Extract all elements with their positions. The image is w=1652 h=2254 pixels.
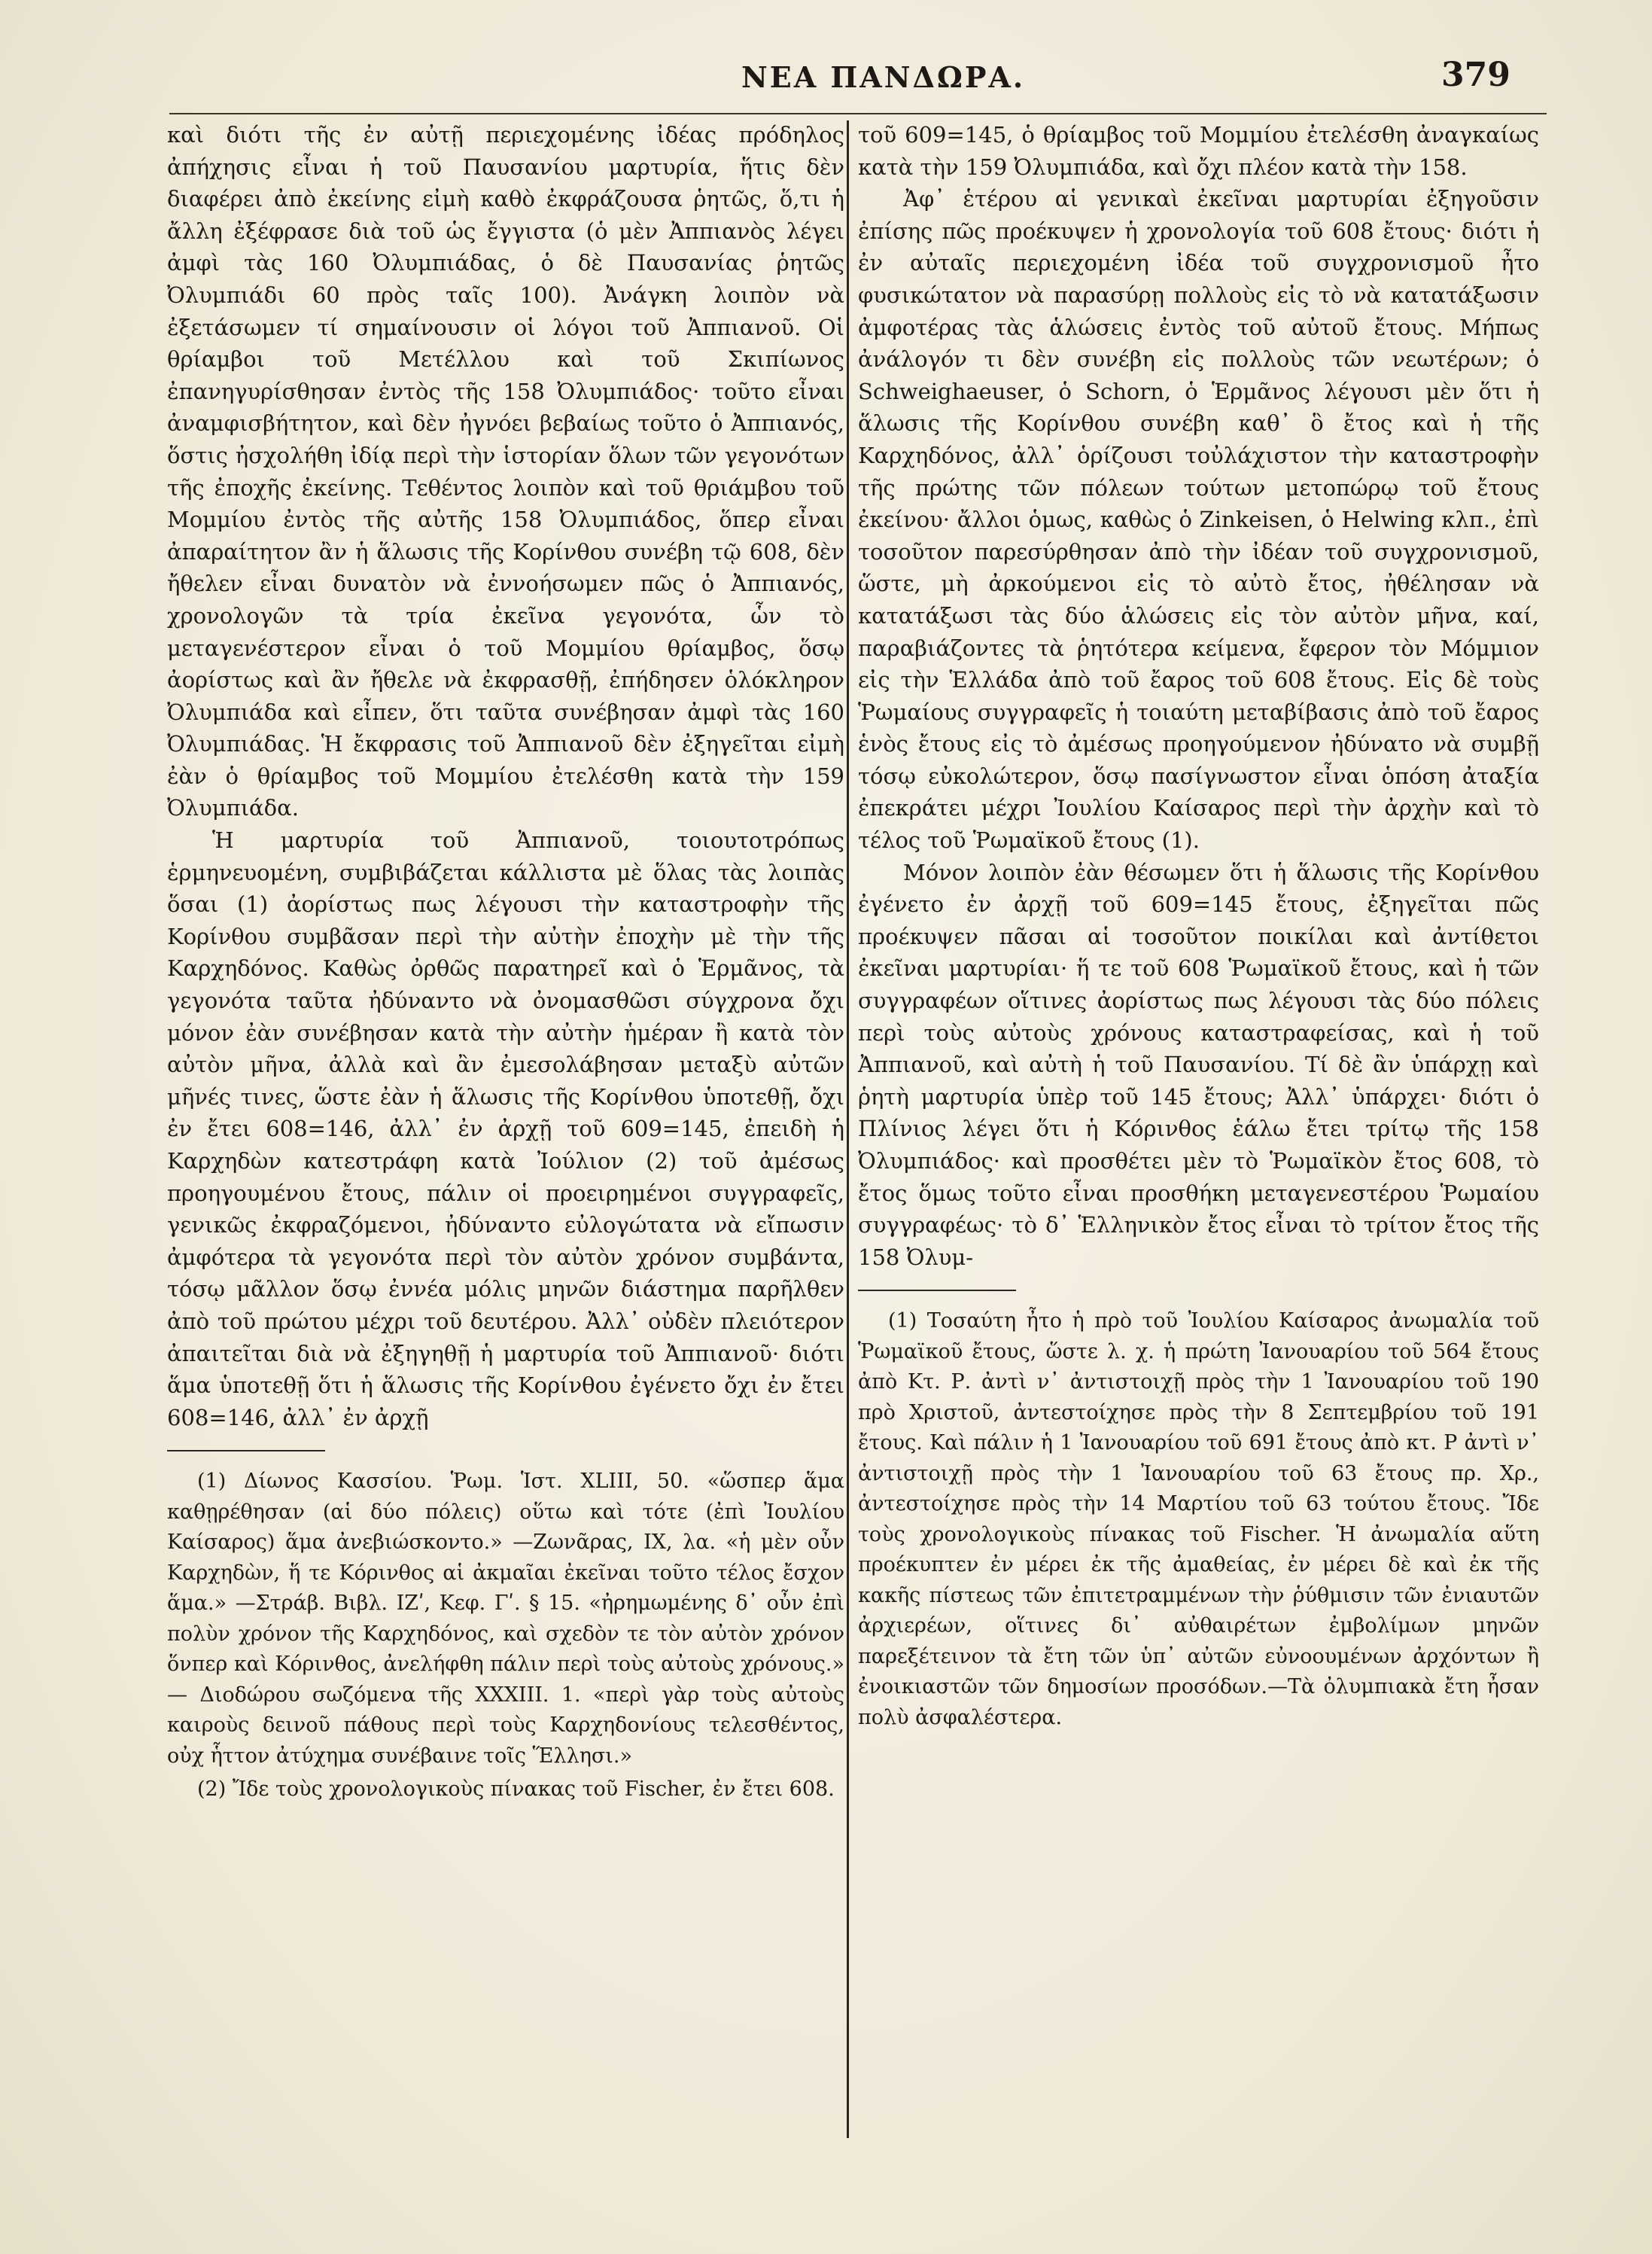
header-rule bbox=[169, 113, 1547, 114]
footnote-rule bbox=[858, 1290, 1016, 1291]
page-header bbox=[0, 56, 1652, 113]
running-title: ΝΕΑ ΠΑΝΔΩΡΑ. bbox=[741, 60, 1026, 94]
footnote-rule bbox=[167, 1450, 325, 1451]
left-footnote-2: (2) Ἴδε τοὺς χρονολογικοὺς πίνακας τοῦ Fischer, ἐν ἔτει 608. bbox=[197, 1777, 835, 1802]
right-footnote-1: (1) Τοσαύτη ἦτο ἡ πρὸ τοῦ Ἰουλίου Καίσαρος ἀνωμαλία τοῦ Ῥωμαϊκοῦ ἔτους, ὥστε λ. χ. ἡ πρώτη Ἰανουαρίου τοῦ 564 ἔτους ἀπὸ Κτ. Ρ. ἀντὶ ν᾽ ἀντιστοιχῇ πρὸς τὴν 1 Ἰανουαρίου τοῦ 190 πρὸ Χριστοῦ, ἀντεστοίχησε πρὸς τὴν 8 Σεπτεμβρίου τοῦ 191 ἔτους. Καὶ πάλιν ἡ 1 Ἰανουαρίου τοῦ 691 ἔτους ἀπὸ κτ. Ρ ἀντὶ ν᾽ ἀντιστοιχῇ πρὸς τὴν 1 Ἰανουαρίου τοῦ 63 ἔτους πρ. Χρ., ἀντεστοίχησε πρὸς τὴν 14 Μαρτίου τοῦ 63 τούτου ἔτους. Ἴδε τοὺς χρονολογικοὺς πίνακας τοῦ Fischer. Ἡ ἀνωμαλία αὕτη προέκυπτεν ἐν μέρει ἐκ τῆς ἀμαθείας, ἐν μέρει δὲ καὶ ἐκ τῆς κακῆς πίστεως τῶν ἐπιτετραμμένων τὴν ῥύθμισιν τῶν ἐνιαυτῶν ἀρχιερέων, οἵτινες δι᾽ αὐθαιρέτων ἐμβολίμων μηνῶν παρεξέτεινον τὰ ἔτη τῶν ὑπ᾽ αὐτῶν εὐνοουμένων ἀρχόντων ἢ ἐνοικιαστῶν τῶν δημοσίων προσόδων.—Τὰ ὀλυμπιακὰ ἔτη ἦσαν πολὺ ἀσφαλέστερα. bbox=[858, 1309, 1539, 1729]
left-paragraph-2: Ἡ μαρτυρία τοῦ Ἀππιανοῦ, τοιουτοτρόπως ἑρμηνευομένη, συμβιβάζεται κάλλιστα μὲ ὅλας τὰς λοιπὰς ὅσαι (1) ἀορίστως πως λέγουσι τὴν καταστροφὴν τῆς Κορίνθου συμβᾶσαν περὶ τὴν αὐτὴν ἐποχὴν μὲ τὴν τῆς Καρχηδόνος. Καθὼς ὀρθῶς παρατηρεῖ καὶ ὁ Ἑρμᾶνος, τὰ γεγονότα ταῦτα ἠδύναντο νὰ ὀνομασθῶσι σύγχρονα ὄχι μόνον ἐὰν συνέβησαν κατὰ τὴν αὐτὴν ἡμέραν ἢ κατὰ τὸν αὐτὸν μῆνα, ἀλλὰ καὶ ἂν ἐμεσολάβησαν μεταξὺ αὐτῶν μῆνές τινες, ὥστε ἐὰν ἡ ἅλωσις τῆς Κορίνθου ὑποτεθῇ, ὄχι ἐν ἔτει 608=146, ἀλλ᾽ ἐν ἀρχῇ τοῦ 609=145, ἐπειδὴ ἡ Καρχηδὼν κατεστράφη κατὰ Ἰούλιον (2) τοῦ ἀμέσως προηγουμένου ἔτους, πάλιν οἱ προειρημένοι συγγραφεῖς, γενικῶς ἐκφραζόμενοι, ἠδύναντο εὐλογώτατα νὰ εἴπωσιν ἀμφότερα τὰ γεγονότα περὶ τὸν αὐτὸν χρόνον συμβάντα, τόσῳ μᾶλλον ὅσῳ ἐννέα μόλις μηνῶν διάστημα παρῆλθεν ἀπὸ τοῦ πρώτου μέχρι τοῦ δευτέρου. Ἀλλ᾽ οὐδὲν πλειότερον ἀπαιτεῖται διὰ νὰ ἐξηγηθῇ ἡ μαρτυρία τοῦ Ἀππιανοῦ· διότι ἅμα ὑποτεθῇ ὅτι ἡ ἅλωσις τῆς Κορίνθου ἐγένετο ὄχι ἐν ἔτει 608=146, ἀλλ᾽ ἐν ἀρχῇ bbox=[167, 827, 844, 1430]
column-divider bbox=[847, 120, 849, 2138]
right-paragraph-2: Ἀφ᾽ ἑτέρου αἱ γενικαὶ ἐκεῖναι μαρτυρίαι ἐξηγοῦσιν ἐπίσης πῶς προέκυψεν ἡ χρονολογία τοῦ 608 ἔτους· διότι ἡ ἐν αὐταῖς περιεχομένη ἰδέα τοῦ συγχρονισμοῦ ἦτο φυσικώτατον νὰ παρασύρῃ πολλοὺς εἰς τὸ νὰ κατατάξωσιν ἀμφοτέρας τὰς ἁλώσεις ἐντὸς τοῦ αὐτοῦ ἔτους. Μήπως ἀνάλογόν τι δὲν συνέβη εἰς πολλοὺς τῶν νεωτέρων; ὁ Schweighaeuser, ὁ Schorn, ὁ Ἑρμᾶνος λέγουσι μὲν ὅτι ἡ ἅλωσις τῆς Κορίνθου συνέβη καθ᾽ ὃ ἔτος καὶ ἡ τῆς Καρχηδόνος, ἀλλ᾽ ὁρίζουσι τοὐλάχιστον τὴν καταστροφὴν τῆς πρώτης τῶν πόλεων τούτων μετοπώρῳ τοῦ ἔτους ἐκείνου· ἄλλοι ὁμως, καθὼς ὁ Zinkeisen, ὁ Helwing κλπ., ἐπὶ τοσοῦτον παρεσύρθησαν ἀπὸ τὴν ἰδέαν τοῦ συγχρονισμοῦ, ὥστε, μὴ ἀρκούμενοι εἰς τὸ αὐτὸ ἔτος, ἠθέλησαν νὰ κατατάξωσι τὰς δύο ἁλώσεις εἰς τὸν αὐτὸν μῆνα, καί, παραβιάζοντες τὰ ῥητότερα κείμενα, ἔφερον τὸν Μόμμιον εἰς τὴν Ἑλλάδα ἀπὸ τοῦ ἔαρος τοῦ 608 ἔτους. Εἰς δὲ τοὺς Ῥωμαίους συγγραφεῖς ἡ τοιαύτη μεταβίβασις ἀπὸ τοῦ ἔαρος ἑνὸς ἔτους εἰς τὸ ἀμέσως προηγούμενον ἠδύνατο νὰ συμβῇ τόσῳ εὐκολώτερον, ὅσῳ πασίγνωστον εἶναι ὁπόση ἀταξία ἐπεκράτει μέχρι Ἰουλίου Καίσαρος περὶ τὴν ἀρχὴν καὶ τὸ τέλος τοῦ Ῥωμαϊκοῦ ἔτους (1). bbox=[858, 186, 1539, 854]
right-paragraph-3: Μόνον λοιπὸν ἐὰν θέσωμεν ὅτι ἡ ἅλωσις τῆς Κορίνθου ἐγένετο ἐν ἀρχῇ τοῦ 609=145 ἔτους, ἐξηγεῖται πῶς προέκυψεν πᾶσαι αἱ τοσοῦτον ποικίλαι καὶ ἀντίθετοι ἐκεῖναι μαρτυρίαι· ἥ τε τοῦ 608 Ῥωμαϊκοῦ ἔτους, καὶ ἡ τῶν συγγραφέων οἵτινες ἀορίστως πως λέγουσι τὰς δύο πόλεις περὶ τοὺς αὐτοὺς χρόνους καταστραφείσας, καὶ ἡ τοῦ Ἀππιανοῦ, καὶ αὐτὴ ἡ τοῦ Παυσανίου. Τί δὲ ἂν ὑπάρχῃ καὶ ῥητὴ μαρτυρία ὑπὲρ τοῦ 145 ἔτους; Ἀλλ᾽ ὑπάρχει· διότι ὁ Πλίνιος λέγει ὅτι ἡ Κόρινθος ἑάλω ἔτει τρίτῳ τῆς 158 Ὀλυμπιάδος· καὶ προσθέτει μὲν τὸ Ῥωμαϊκὸν ἔτος 608, τὸ ἔτος ὅμως τοῦτο εἶναι προσθήκη μεταγενεστέρου Ῥωμαίου συγγραφέως· τὸ δ᾽ Ἑλληνικὸν ἔτος εἶναι τὸ τρίτον ἔτος τῆς 158 Ὀλυμ- bbox=[858, 859, 1539, 1270]
right-column bbox=[858, 119, 1539, 1736]
left-column bbox=[167, 119, 844, 1808]
right-paragraph-1: τοῦ 609=145, ὁ θρίαμβος τοῦ Μομμίου ἐτελέσθη ἀναγκαίως κατὰ τὴν 159 Ὀλυμπιάδα, καὶ ὄχι πλέον κατὰ τὴν 158. bbox=[858, 122, 1539, 180]
left-footnote-1: (1) Δίωνος Κασσίου. Ῥωμ. Ἱστ. XLIII, 50. «ὥσπερ ἅμα καθῃρέθησαν (αἱ δύο πόλεις) οὕτω καὶ τότε (ἐπὶ Ἰουλίου Καίσαρος) ἅμα ἀνεβιώσκοντο.» —Ζωνᾶρας, IX, λα. «ἡ μὲν οὖν Καρχηδὼν, ἥ τε Κόρινθος αἱ ἀκμαῖαι ἐκεῖναι τοῦτο τέλος ἔσχον ἅμα.» —Στράβ. Βιβλ. ΙΖʹ, Κεφ. Γʹ. § 15. «ἠρημωμένης δ᾽ οὖν ἐπὶ πολὺν χρόνον τῆς Καρχηδόνος, καὶ σχεδὸν τε τὸν αὐτὸν χρόνον ὅνπερ καὶ Κόρινθος, ἀνελήφθη πάλιν περὶ τοὺς αὐτοὺς χρόνους.» — Διοδώρου σωζόμενα τῆς XXXIII. 1. «περὶ γὰρ τοὺς αὐτοὺς καιροὺς δεινοῦ πάθους περὶ τοὺς Καρχηδονίους τελεσθέντος, οὐχ ἧττον ἀτύχημα συνέβαινε τοῖς Ἕλλησι.» bbox=[167, 1470, 844, 1768]
page-number: 379 bbox=[1441, 56, 1511, 94]
left-paragraph-1: καὶ διότι τῆς ἐν αὐτῇ περιεχομένης ἰδέας πρόδηλος ἀπήχησις εἶναι ἡ τοῦ Παυσανίου μαρτυρία, ἥτις δὲν διαφέρει ἀπὸ ἐκείνης εἰμὴ καθὸ ἐκφράζουσα ῥητῶς, ὅ,τι ἡ ἄλλη ἐξέφρασε διὰ τοῦ ὡς ἔγγιστα (ὁ μὲν Ἀππιανὸς λέγει ἀμφὶ τὰς 160 Ὀλυμπιάδας, ὁ δὲ Παυσανίας ῥητῶς Ὀλυμπιάδι 60 πρὸς ταῖς 100). Ἀνάγκη λοιπὸν νὰ ἐξετάσωμεν τί σημαίνουσιν οἱ λόγοι τοῦ Ἀππιανοῦ. Οἱ θρίαμβοι τοῦ Μετέλλου καὶ τοῦ Σκιπίωνος ἐπανηγυρίσθησαν ἐντὸς τῆς 158 Ὀλυμπιάδος· τοῦτο εἶναι ἀναμφισβήτητον, καὶ δὲν ἠγνόει βεβαίως τοῦτο ὁ Ἀππιανός, ὅστις ἠσχολήθη ἰδίᾳ περὶ τὴν ἱστορίαν ὅλων τῶν γεγονότων τῆς ἐποχῆς ἐκείνης. Τεθέντος λοιπὸν καὶ τοῦ θριάμβου τοῦ Μομμίου ἐντὸς τῆς αὐτῆς 158 Ὀλυμπιάδος, ὅπερ εἶναι ἀπαραίτητον ἂν ἡ ἅλωσις τῆς Κορίνθου συνέβη τῷ 608, δὲν ἤθελεν εἶναι δυνατὸν νὰ ἐννοήσωμεν πῶς ὁ Ἀππιανός, χρονολογῶν τὰ τρία ἐκεῖνα γεγονότα, ὧν τὸ μεταγενέστερον εἶναι ὁ τοῦ Μομμίου θρίαμβος, ὅσῳ ἀορίστως καὶ ἂν ἤθελε νὰ ἐκφρασθῇ, ἐπήδησεν ὁλόκληρον Ὀλυμπιάδα καὶ εἶπεν, ὅτι ταῦτα συνέβησαν ἀμφὶ τὰς 160 Ὀλυμπιάδας. Ἡ ἔκφρασις τοῦ Ἀππιανοῦ δὲν ἐξηγεῖται εἰμὴ ἐὰν ὁ θρίαμβος τοῦ Μομμίου ἐτελέσθη κατὰ τὴν 159 Ὀλυμπιάδα. bbox=[167, 122, 844, 821]
